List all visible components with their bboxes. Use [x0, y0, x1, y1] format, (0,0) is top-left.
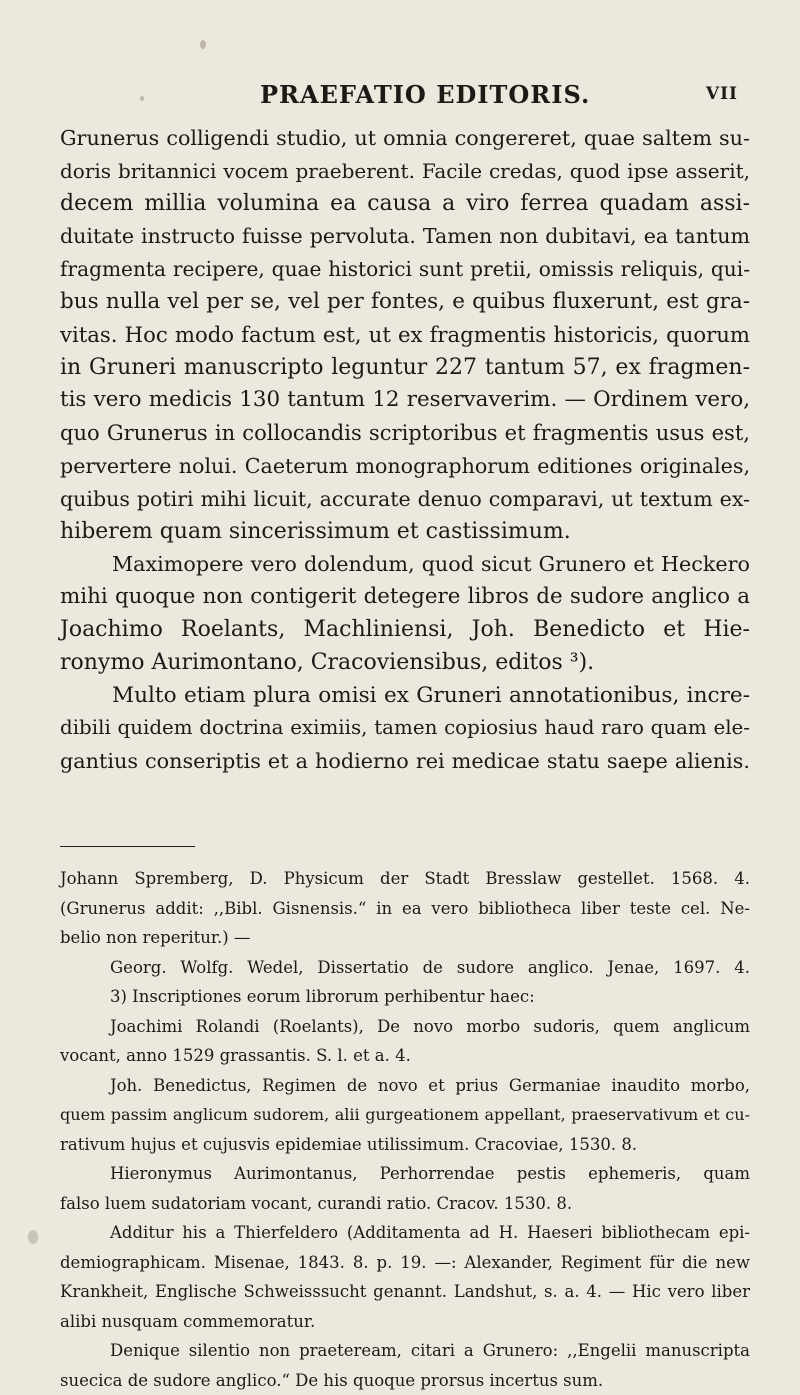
body-line: Joachimo Roelants, Machliniensi, Joh. Benedicto et Hie- — [60, 614, 750, 647]
body-line: tis vero medicis 130 tantum 12 reservaverim. — Ordinem vero, — [60, 384, 750, 417]
footnote-line: Additur his a Thierfeldero (Additamenta ad H. Haeseri bibliothecam epi- — [60, 1218, 750, 1248]
body-line: fragmenta recipere, quae historici sunt pretii, omissis reliquis, qui- — [60, 253, 750, 286]
body-line: quibus potiri mihi licuit, accurate denuo comparavi, ut textum ex- — [60, 483, 750, 516]
body-line: hiberem quam sincerissimum et castissimum. — [60, 516, 750, 549]
paper-speck — [200, 40, 206, 49]
body-line: mihi quoque non contigerit detegere libros de sudore anglico a — [60, 581, 750, 614]
body-line: vitas. Hoc modo factum est, ut ex fragmentis historicis, quorum — [60, 319, 750, 352]
body-line: duitate instructo fuisse pervoluta. Tamen non dubitavi, ea tantum — [60, 220, 750, 253]
body-line: pervertere nolui. Caeterum monographorum editiones originales, — [60, 450, 750, 483]
page-header — [0, 80, 800, 110]
body-line: decem millia volumina ea causa a viro ferrea quadam assi- — [60, 188, 750, 221]
footnote-line: demiographicam. Misenae, 1843. 8. p. 19. —: Alexander, Regiment für die new — [60, 1248, 750, 1278]
page-number: VII — [706, 84, 738, 104]
body-line: ronymo Aurimontano, Cracoviensibus, editos ³). — [60, 647, 750, 680]
footnotes — [60, 864, 750, 1395]
body-line: bus nulla vel per se, vel per fontes, e quibus fluxerunt, est gra- — [60, 286, 750, 319]
footnote-line: 3) Inscriptiones eorum librorum perhibentur haec: — [60, 982, 750, 1012]
body-line: Grunerus colligendi studio, ut omnia congereret, quae saltem su- — [60, 122, 750, 155]
body-line: dibili quidem doctrina eximiis, tamen copiosius haud raro quam ele- — [60, 712, 750, 745]
footnote-line: vocant, anno 1529 grassantis. S. l. et a. 4. — [60, 1041, 750, 1071]
footnote-rule — [60, 846, 195, 847]
footnote-line: belio non reperitur.) — — [60, 923, 750, 953]
footnote-line: Joh. Benedictus, Regimen de novo et prius Germaniae inaudito morbo, — [60, 1071, 750, 1101]
footnote-line: quem passim anglicum sudorem, alii gurgeationem appellant, praeservativum et cu- — [60, 1100, 750, 1130]
footnote-line: alibi nusquam commemoratur. — [60, 1307, 750, 1337]
body-line: gantius conseriptis et a hodierno rei medicae statu saepe alienis. — [60, 745, 750, 778]
footnote-line: Hieronymus Aurimontanus, Perhorrendae pestis ephemeris, quam — [60, 1159, 750, 1189]
body-line: Multo etiam plura omisi ex Gruneri annotationibus, incre- — [60, 680, 750, 713]
body-line: doris britannici vocem praeberent. Facile credas, quod ipse asserit, — [60, 155, 750, 188]
paper-speck — [28, 1230, 38, 1244]
footnote-line: (Grunerus addit: ,,Bibl. Gisnensis.“ in ea vero bibliotheca liber teste cel. Ne- — [60, 894, 750, 924]
main-text — [60, 122, 750, 778]
footnote-line: rativum hujus et cujusvis epidemiae utilissimum. Cracoviae, 1530. 8. — [60, 1130, 750, 1160]
footnote-line: Johann Spremberg, D. Physicum der Stadt Bresslaw gestellet. 1568. 4. — [60, 864, 750, 894]
footnote-line: falso luem sudatoriam vocant, curandi ratio. Cracov. 1530. 8. — [60, 1189, 750, 1219]
running-head: PRAEFATIO EDITORIS. — [260, 80, 590, 109]
body-line: Maximopere vero dolendum, quod sicut Grunero et Heckero — [60, 548, 750, 581]
footnote-line: Joachimi Rolandi (Roelants), De novo morbo sudoris, quem anglicum — [60, 1012, 750, 1042]
footnote-line: Krankheit, Englische Schweisssucht genannt. Landshut, s. a. 4. — Hic vero liber — [60, 1277, 750, 1307]
footnote-line: Georg. Wolfg. Wedel, Dissertatio de sudore anglico. Jenae, 1697. 4. — [60, 953, 750, 983]
footnote-line: Denique silentio non praeteream, citari a Grunero: ,,Engelii manuscripta — [60, 1336, 750, 1366]
body-line: in Gruneri manuscripto leguntur 227 tantum 57, ex fragmen- — [60, 352, 750, 385]
footnote-line: suecica de sudore anglico.“ De his quoque prorsus incertus sum. — [60, 1366, 750, 1395]
body-line: quo Grunerus in collocandis scriptoribus et fragmentis usus est, — [60, 417, 750, 450]
